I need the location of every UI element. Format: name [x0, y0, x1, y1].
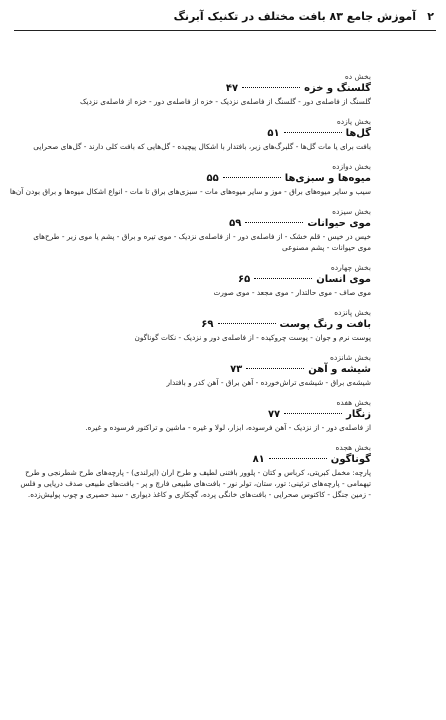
chapter-heading-row: [51, 127, 371, 141]
chapter-topic-line: موی صاف - موی حالتدار - موی مجعد - موی صورت: [213, 288, 371, 297]
chapter-topics: [9, 186, 371, 197]
chapter-heading-row: [51, 273, 371, 287]
chapter-label: بخش دوازده: [332, 162, 371, 171]
chapter-page-number: ۶۵: [238, 274, 251, 285]
chapter-title: موی انسان: [316, 274, 371, 285]
toc-entry: [51, 72, 371, 107]
toc-entry: [51, 353, 371, 388]
dot-leader: [218, 323, 276, 324]
chapter-title: بافت و رنگ پوست: [279, 319, 371, 330]
header-rule: [14, 30, 436, 31]
chapter-heading-row: [51, 408, 371, 422]
chapter-heading-row: [51, 453, 371, 467]
chapter-title: گلسنگ و خزه: [304, 83, 371, 94]
chapter-page-number: ۷۳: [230, 364, 243, 375]
chapter-label: بخش ده: [344, 72, 371, 81]
chapter-label: بخش چهارده: [330, 263, 371, 272]
chapter-title: شیشه و آهن: [308, 364, 371, 375]
chapter-topics: [51, 377, 371, 388]
toc-entry: [20, 443, 371, 500]
toc-entry: [51, 398, 371, 433]
dot-leader: [246, 368, 304, 369]
chapter-title: زنگار: [346, 409, 371, 420]
chapter-topics: [33, 231, 371, 253]
chapter-heading-row: [51, 82, 371, 96]
chapter-title: موی حیوانات: [307, 218, 371, 229]
chapter-heading-row: [51, 217, 371, 231]
chapter-page-number: ۵۵: [206, 173, 219, 184]
chapter-topic-line: پارچه: مخمل کبریتی، کرباس و کتان - پلوور بافتنی لطیف و طرح اران (ایرلندی) - پارچه‌های طرح شطرنجی و طرح: [25, 468, 371, 477]
chapter-heading-row: [51, 318, 371, 332]
chapter-page-number: ۸۱: [252, 454, 265, 465]
table-of-contents: [9, 72, 371, 510]
chapter-label: بخش سیزده: [332, 207, 371, 216]
book-title: آموزش جامع ۸۳ بافت مختلف در تکنیک آبرنگ: [173, 10, 416, 23]
chapter-heading-row: [51, 172, 371, 186]
chapter-label: بخش شانزده: [330, 353, 371, 362]
chapter-heading-row: [51, 363, 371, 377]
dot-leader: [242, 87, 300, 88]
toc-entry: [9, 162, 371, 197]
dot-leader: [284, 132, 342, 133]
chapter-topics: [33, 141, 371, 152]
chapter-label: بخش هفده: [336, 398, 371, 407]
chapter-topic-line: بافت برای یا مات گل‌ها - گلبرگ‌های زبر، بافتدار با اشکال پیچیده - گل‌هایی که بافت کلی دارند - گل‌های صحرایی: [33, 142, 371, 151]
chapter-title: گوناگون: [330, 454, 371, 465]
chapter-page-number: ۶۹: [201, 319, 214, 330]
chapter-label: بخش یازده: [336, 117, 371, 126]
chapter-title: میوه‌ها و سبزی‌ها: [284, 173, 371, 184]
dot-leader: [284, 413, 342, 414]
chapter-topics: [51, 422, 371, 433]
chapter-topic-line: موی حیوانات - پشم مصنوعی: [282, 243, 371, 252]
chapter-label: بخش پانزده: [334, 308, 371, 317]
chapter-topic-line: - زمین جنگل - کاکتوس صحرایی - بافت‌های خانگی پرده، گچکاری و کاغذ دیواری - سبد حصیری و چوب پولیش‌زده.: [27, 490, 371, 499]
chapter-topic-line: شیشه‌ی براق - شیشه‌ی تراش‌خورده - آهن براق - آهن کدر و بافتدار: [166, 378, 371, 387]
chapter-topic-line: پوست نرم و جوان - پوست چروکیده - از فاصله‌ی دور و نزدیک - نکات گوناگون: [134, 333, 371, 342]
chapter-label: بخش هجده: [335, 443, 371, 452]
toc-entry: [51, 308, 371, 343]
chapter-page-number: ۵۹: [229, 218, 242, 229]
chapter-title: گل‌ها: [345, 128, 371, 139]
chapter-page-number: ۴۷: [225, 83, 239, 94]
dot-leader: [254, 278, 312, 279]
chapter-topic-line: تیهمامی - پارچه‌های ترئینی: تور، ستان، تولر نور - بافت‌های طبیعی فارچ و پر - بافت‌های طبیعی صدف دریایی و فلس: [20, 479, 371, 488]
page-number: ۲: [427, 10, 434, 23]
dot-leader: [223, 177, 281, 178]
dot-leader: [245, 222, 303, 223]
chapter-topics: [51, 96, 371, 107]
toc-entry: [51, 263, 371, 298]
chapter-topics: [20, 467, 371, 500]
chapter-topic-line: از فاصله‌ی دور - از نزدیک - آهن فرسوده، ابزار، لولا و غیره - ماشین و تراکتور فرسوده و غیره.: [85, 423, 371, 432]
chapter-page-number: ۵۱: [267, 128, 280, 139]
page-header: [14, 8, 436, 30]
chapter-topics: [51, 287, 371, 298]
chapter-topic-line: گلسنگ از فاصله‌ی دور - گلسنگ از فاصله‌ی نزدیک - خزه از فاصله‌ی دور - خزه از فاصله‌ی نزدیک: [80, 97, 371, 106]
dot-leader: [269, 458, 327, 459]
chapter-topic-line: سیب و سایر میوه‌های براق - موز و سایر میوه‌های مات - سبزی‌های براق تا مات - انواع اشکال میوه‌ها و براق بودن آن‌ها: [9, 187, 371, 196]
toc-entry: [33, 117, 371, 152]
chapter-topics: [51, 332, 371, 343]
chapter-topic-line: خیس در خیس - قلم خشک - از فاصله‌ی دور - از فاصله‌ی نزدیک - موی تیره و براق - پشم یا موی زبر - طرح‌های: [33, 232, 371, 241]
toc-entry: [33, 207, 371, 253]
chapter-page-number: ۷۷: [267, 409, 281, 420]
